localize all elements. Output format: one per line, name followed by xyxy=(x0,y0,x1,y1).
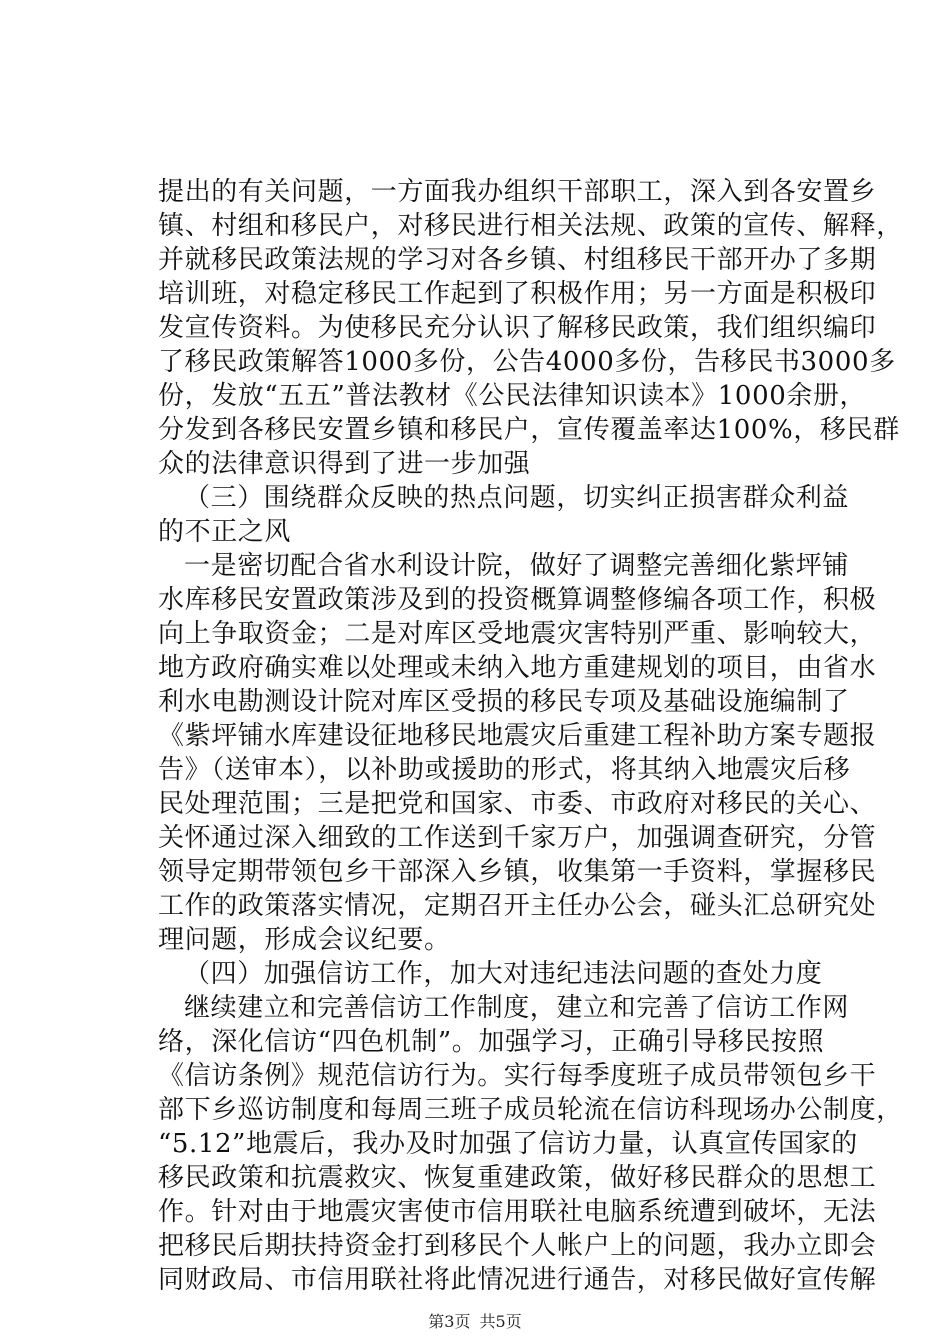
section-heading: （三）围绕群众反映的热点问题，切实纠正损害群众利益 xyxy=(184,483,850,513)
text-line: 了移民政策解答1000多份，公告4000多份，告移民书3000多 xyxy=(158,347,896,377)
section-heading-continuation: 的不正之风 xyxy=(158,517,292,547)
text-line: 领导定期带领包乡干部深入乡镇，收集第一手资料，掌握移民 xyxy=(158,857,877,887)
text-line: 向上争取资金；二是对库区受地震灾害特别严重、影响较大， xyxy=(158,619,877,649)
paragraph-start: 继续建立和完善信访工作制度，建立和完善了信访工作网 xyxy=(184,993,850,1023)
section-heading: （四）加强信访工作，加大对违纪违法问题的查处力度 xyxy=(184,959,823,989)
text-line: 关怀通过深入细致的工作送到千家万户，加强调查研究，分管 xyxy=(158,823,877,853)
paragraph-start: 一是密切配合省水利设计院，做好了调整完善细化紫坪铺 xyxy=(184,551,850,581)
text-line: 提出的有关问题，一方面我办组织干部职工，深入到各安置乡 xyxy=(158,177,877,207)
text-line: 份，发放“五五”普法教材《公民法律知识读本》1000余册， xyxy=(158,381,867,411)
text-line: 部下乡巡访制度和每周三班子成员轮流在信访科现场办公制度， xyxy=(158,1095,903,1125)
text-line: 培训班，对稳定移民工作起到了积极作用；另一方面是积极印 xyxy=(158,279,877,309)
text-line: 把移民后期扶持资金打到移民个人帐户上的问题，我办立即会 xyxy=(158,1231,877,1261)
page-footer xyxy=(0,1312,950,1332)
text-line: 作。针对由于地震灾害使市信用联社电脑系统遭到破坏，无法 xyxy=(158,1197,877,1227)
text-line: 《紫坪铺水库建设征地移民地震灾后重建工程补助方案专题报 xyxy=(158,721,877,751)
text-line: 《信访条例》规范信访行为。实行每季度班子成员带领包乡干 xyxy=(158,1061,877,1091)
text-line: 水库移民安置政策涉及到的投资概算调整修编各项工作，积极 xyxy=(158,585,877,615)
text-line: 同财政局、市信用联社将此情况进行通告，对移民做好宣传解 xyxy=(158,1265,877,1295)
text-line: 理问题，形成会议纪要。 xyxy=(158,925,451,955)
page-number: 第3页 xyxy=(428,1312,471,1331)
text-line: 分发到各移民安置乡镇和移民户，宣传覆盖率达100%，移民群 xyxy=(158,415,900,445)
page-total: 共5页 xyxy=(479,1312,522,1331)
text-line: 发宣传资料。为使移民充分认识了解移民政策，我们组织编印 xyxy=(158,313,877,343)
text-line: 移民政策和抗震救灾、恢复重建政策，做好移民群众的思想工 xyxy=(158,1163,877,1193)
text-line: “5.12”地震后，我办及时加强了信访力量，认真宣传国家的 xyxy=(158,1129,858,1159)
text-line: 民处理范围；三是把党和国家、市委、市政府对移民的关心、 xyxy=(158,789,877,819)
text-line: 并就移民政策法规的学习对各乡镇、村组移民干部开办了多期 xyxy=(158,245,877,275)
text-line: 告》（送审本），以补助或援助的形式，将其纳入地震灾后移 xyxy=(158,755,851,785)
text-line: 络，深化信访“四色机制”。加强学习，正确引导移民按照 xyxy=(158,1027,825,1057)
text-line: 镇、村组和移民户，对移民进行相关法规、政策的宣传、解释， xyxy=(158,211,903,241)
text-line: 众的法律意识得到了进一步加强 xyxy=(158,449,531,479)
text-line: 利水电勘测设计院对库区受损的移民专项及基础设施编制了 xyxy=(158,687,850,717)
text-line: 地方政府确实难以处理或未纳入地方重建规划的项目，由省水 xyxy=(158,653,877,683)
text-line: 工作的政策落实情况，定期召开主任办公会，碰头汇总研究处 xyxy=(158,891,877,921)
